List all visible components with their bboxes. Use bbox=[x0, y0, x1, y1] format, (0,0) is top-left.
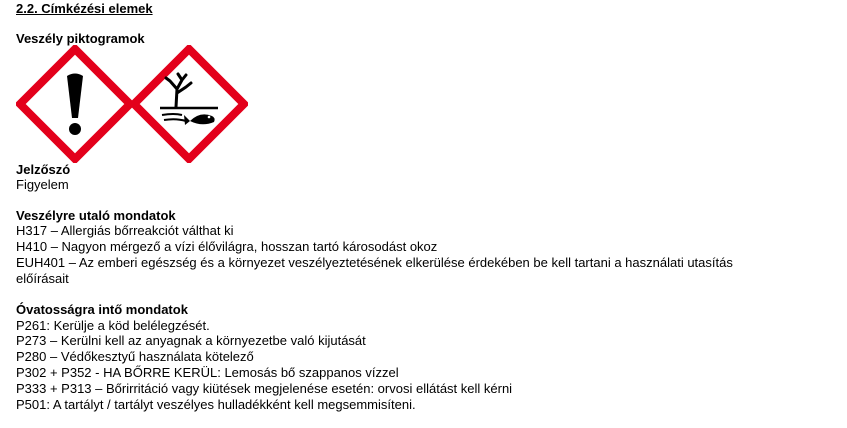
precautionary-statement-line: P280 – Védőkesztyű használata kötelező bbox=[16, 349, 254, 364]
precautionary-statement-line: P261: Kerülje a köd belélegzését. bbox=[16, 318, 210, 333]
precautionary-statements-heading: Óvatosságra intő mondatok bbox=[16, 302, 188, 317]
hazard-statements-heading: Veszélyre utaló mondatok bbox=[16, 208, 176, 223]
section-title: 2.2. Címkézési elemek bbox=[16, 1, 153, 16]
pictograms-heading: Veszély piktogramok bbox=[16, 31, 145, 46]
hazard-statement-line: EUH401 – Az emberi egészség és a környezet veszélyeztetésének elkerülése érdekében be kell tartani a használati utasítás bbox=[16, 255, 733, 270]
precautionary-statement-line: P501: A tartályt / tartályt veszélyes hulladékként kell megsemmisíteni. bbox=[16, 397, 416, 412]
hazard-pictograms bbox=[16, 45, 248, 163]
precautionary-statement-line: P273 – Kerülni kell az anyagnak a környezetbe való kijutását bbox=[16, 333, 366, 348]
signal-word-heading: Jelzőszó bbox=[16, 162, 71, 177]
precautionary-statement-line: P302 + P352 - HA BŐRRE KERÜL: Lemosás bő szappanos vízzel bbox=[16, 365, 399, 380]
environment-hazard-icon bbox=[130, 45, 248, 163]
hazard-statement-line: H410 – Nagyon mérgező a vízi élővilágra, hosszan tartó károsodást okoz bbox=[16, 239, 438, 254]
hazard-statement-line: H317 – Allergiás bőrreakciót válthat ki bbox=[16, 223, 234, 238]
signal-word-value: Figyelem bbox=[16, 177, 69, 192]
hazard-statement-line: előírásait bbox=[16, 271, 69, 286]
exclamation-mark-icon bbox=[16, 45, 134, 163]
precautionary-statement-line: P333 + P313 – Bőrirritáció vagy kiütések megjelenése esetén: orvosi ellátást kell kérni bbox=[16, 381, 513, 396]
